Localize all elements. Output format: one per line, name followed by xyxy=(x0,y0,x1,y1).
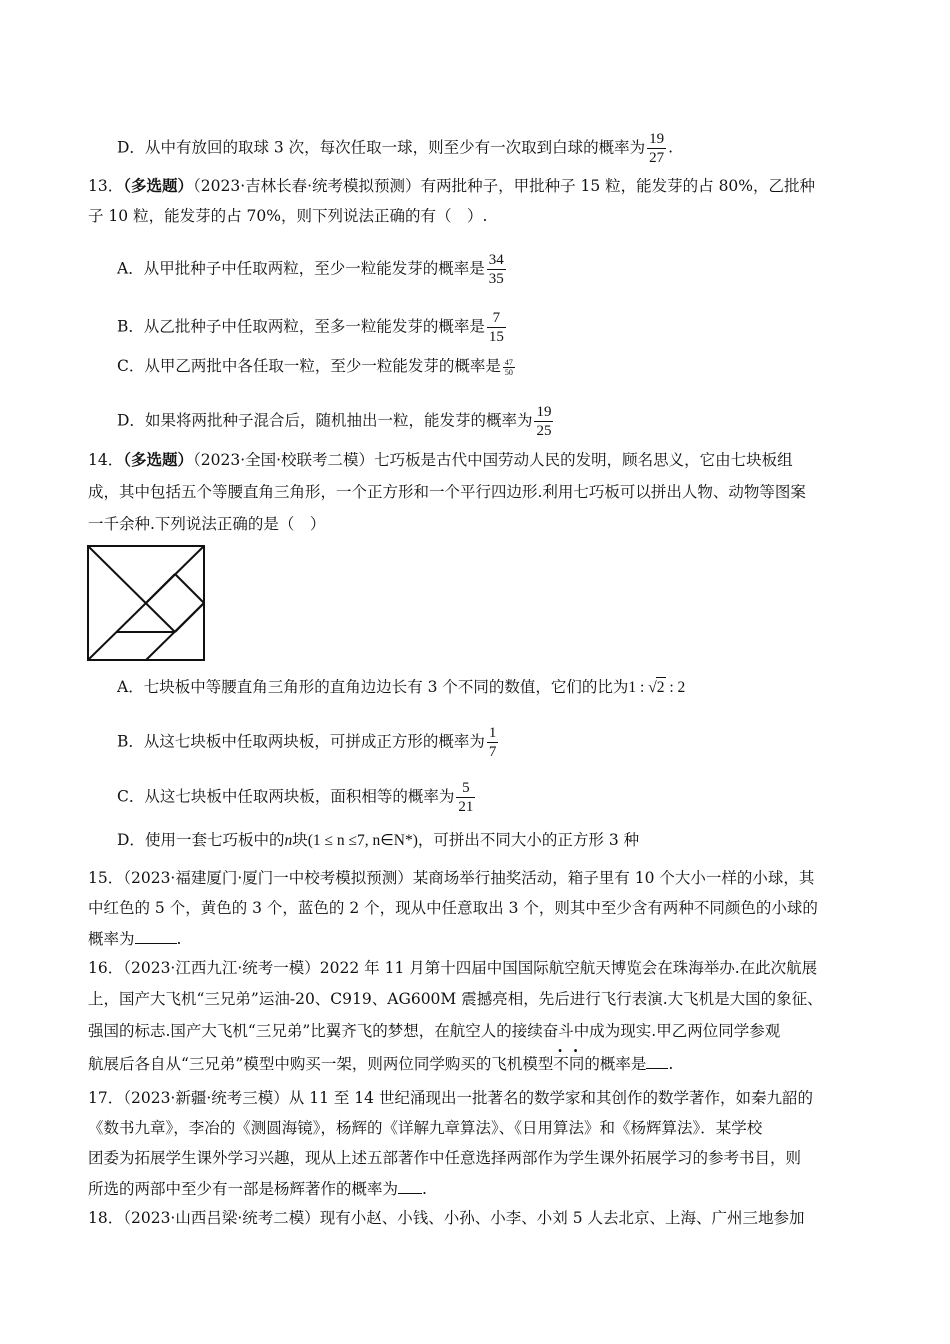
q17-stem-line2: 《数书九章》，李冶的《测圆海镜》，杨辉的《详解九章算法》、《日用算法》和《杨辉算法》．某学校 xyxy=(88,1119,763,1137)
question-source: （2023·福建厦门·厦门一中校考模拟预测） xyxy=(123,869,413,887)
emphasis-dot-char: 不 xyxy=(553,1055,569,1073)
question-source: （2023·全国·校联考二模） xyxy=(193,451,375,469)
question-source: （2023·江西九江·统考一模） xyxy=(123,959,320,977)
answer-blank xyxy=(398,1178,422,1194)
q16-stem-line3: 强国的标志.国产大飞机“三兄弟”比翼齐飞的梦想，在航空人的接续奋斗中成为现实.甲乙两位同学参观 xyxy=(88,1022,781,1040)
fraction: $\frac{1}{7}$ xyxy=(488,725,497,760)
fraction: $\frac{5}{21}$ xyxy=(458,780,474,815)
q13-stem-line2: 子 10 粒，能发芽的占 70%，则下列说法正确的有（ ）. xyxy=(88,207,488,225)
q14-option-d: D．使用一套七巧板中的n块(1 ≤ n ≤7, n∈N*)，可拼出不同大小的正方形 3 种 xyxy=(117,831,640,849)
answer-blank xyxy=(135,928,177,944)
tangram-line-square-left xyxy=(146,574,175,603)
q14-stem-line3: 一千余种.下列说法正确的是（ ） xyxy=(88,515,326,533)
question-source: （2023·新疆·统考三模） xyxy=(123,1089,289,1107)
q13-option-c: C．从甲乙两批中各任取一粒，至少一粒能发芽的概率是 $\frac{47}{50}$ xyxy=(117,357,513,377)
q15-stem-line3: 概率为 . xyxy=(88,930,182,948)
q13-stem-line1: 13．（多选题）（2023·吉林长春·统考模拟预测）有两批种子，甲批种子 15 粒，能发芽的占 80%，乙批种 xyxy=(88,176,816,195)
q15-stem-line2: 中红色的 5 个，黄色的 3 个，蓝色的 2 个，现从中任意取出 3 个，则其中至少含有两种不同颜色的小球的 xyxy=(88,899,818,917)
emphasis-dot-char: 同 xyxy=(568,1055,585,1073)
question-tag: （多选题） xyxy=(123,176,193,195)
q17-stem-line3: 团委为拓展学生课外学习兴趣，现从上述五部著作中任意选择两部作为学生课外拓展学习的参考书目，则 xyxy=(88,1149,802,1167)
question-source: （2023·山西吕梁·统考二模） xyxy=(123,1209,320,1227)
fraction: $\frac{47}{50}$ xyxy=(504,357,513,377)
fraction: $\frac{19}{25}$ xyxy=(536,404,552,439)
tangram-figure xyxy=(86,544,206,662)
q14-stem-line1: 14．（多选题）（2023·全国·校联考二模）七巧板是古代中国劳动人民的发明，顾名思义，它由七块板组 xyxy=(88,450,793,469)
question-number: 17． xyxy=(88,1089,124,1107)
fraction: $\frac{7}{15}$ xyxy=(488,310,504,345)
q13-option-b: B．从乙批种子中任取两粒，至多一粒能发芽的概率是 $\frac{7}{15}$ xyxy=(117,310,504,345)
question-tag: （多选题） xyxy=(123,450,193,469)
q16-stem-line1: 16．（2023·江西九江·统考一模）2022 年 11 月第十四届中国国际航空航天博览会在珠海举办.在此次航展 xyxy=(88,959,818,977)
question-number: 18． xyxy=(88,1209,124,1227)
q16-stem-line2: 上，国产大飞机“三兄弟”运油-20、C919、AG600M 震撼亮相，先后进行飞行表演.大飞机是大国的象征、 xyxy=(88,990,823,1008)
question-source: （2023·吉林长春·统考模拟预测） xyxy=(193,177,421,195)
q14-stem-line2: 成，其中包括五个等腰直角三角形，一个正方形和一个平行四边形.利用七巧板可以拼出人物、动物等图案 xyxy=(88,483,806,501)
question-number: 14． xyxy=(88,451,124,469)
q14-option-c: C．从这七块板中任取两块板，面积相等的概率为 $\frac{5}{21}$ xyxy=(117,780,474,815)
question-number: 16． xyxy=(88,959,124,977)
q17-stem-line4: 所选的两部中至少有一部是杨辉著作的概率为 . xyxy=(88,1180,427,1198)
option-label: D． xyxy=(117,138,145,157)
fraction: $\frac{34}{35}$ xyxy=(488,252,504,287)
q15-stem-line1: 15．（2023·福建厦门·厦门一中校考模拟预测）某商场举行抽奖活动，箱子里有 10 个大小一样的小球，其 xyxy=(88,869,815,887)
tangram-line-diagonal-upper xyxy=(88,546,175,632)
q13-option-d: D．如果将两批种子混合后，随机抽出一粒，能发芽的概率为 $\frac{19}{25}$ xyxy=(117,404,552,439)
q12-option-d: D．从中有放回的取球 3 次，每次任取一球，则至少有一次取到白球的概率为 $\frac{19}{27}$ . xyxy=(117,131,674,166)
answer-blank xyxy=(646,1053,668,1069)
option-text: 从中有放回的取球 3 次，每次任取一球，则至少有一次取到白球的概率为 xyxy=(144,138,646,157)
q17-stem-line1: 17．（2023·新疆·统考三模）从 11 至 14 世纪涌现出一批著名的数学家和其创作的数学著作，如秦九韶的 xyxy=(88,1089,813,1107)
q16-stem-line4: 航展后各自从“三兄弟”模型中购买一架，则两位同学购买的飞机模型不同的概率是 . xyxy=(88,1055,674,1073)
q14-option-b: B．从这七块板中任取两块板，可拼成正方形的概率为 $\frac{1}{7}$ xyxy=(117,725,497,760)
q13-option-a: A．从甲批种子中任取两粒，至少一粒能发芽的概率是 $\frac{34}{35}$ xyxy=(117,252,504,287)
tangram-line-square-top xyxy=(175,574,204,603)
question-number: 13． xyxy=(88,177,124,195)
q18-stem-line1: 18．（2023·山西吕梁·统考二模）现有小赵、小钱、小孙、小李、小刘 5 人去北京、上海、广州三地参加 xyxy=(88,1209,805,1227)
q14-option-a: A．七块板中等腰直角三角形的直角边边长有 3 个不同的数值，它们的比为1 : √2 : 2 xyxy=(117,678,686,696)
fraction: $\frac{19}{27}$ xyxy=(649,131,665,166)
question-number: 15． xyxy=(88,869,124,887)
